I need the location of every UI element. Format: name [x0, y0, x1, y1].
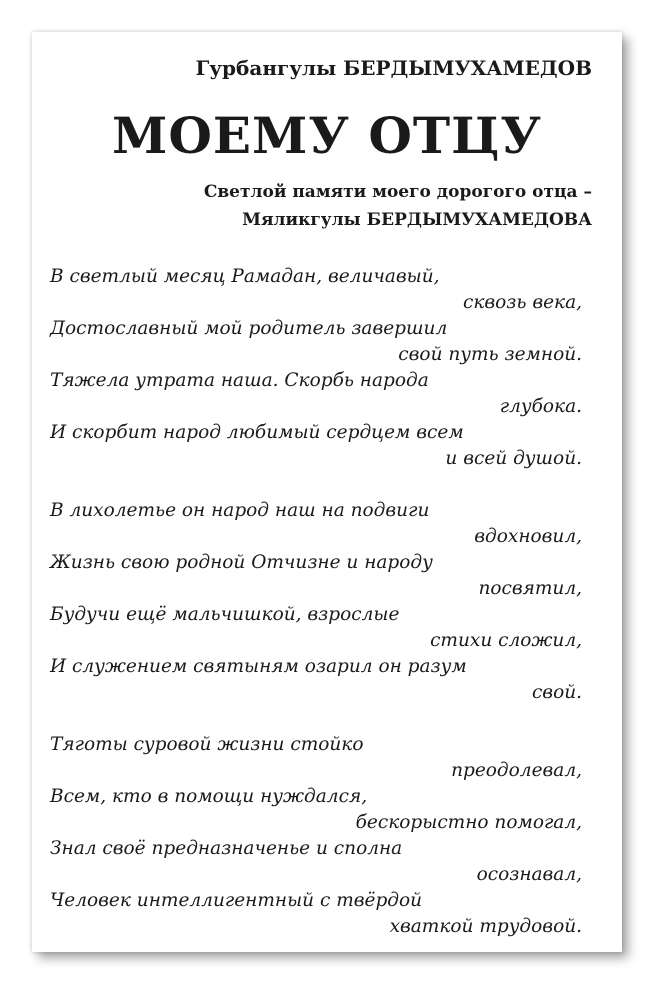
verse-line-start: В светлый месяц Рамадан, величавый, [50, 266, 440, 287]
verse-line-start: И служением святыням озарил он разум [50, 656, 467, 677]
verse-line-end: свой путь земной. [398, 344, 582, 365]
verse-line [50, 602, 582, 654]
verse-line-end: свой. [531, 682, 582, 703]
verse-line-end: и всей душой. [445, 448, 582, 469]
verse-line [50, 732, 582, 784]
dedication-line: Светлой памяти моего дорогого отца – [203, 182, 592, 202]
verse-line-start: Знал своё предназначенье и сполна [50, 838, 403, 859]
verse-line-start: Человек интеллигентный с твёрдой [50, 890, 423, 911]
verse-line [50, 550, 582, 602]
verse-line [50, 654, 582, 706]
verse-line-start: Будучи ещё мальчишкой, взрослые [50, 604, 400, 625]
verse-line-end: преодолевал, [451, 760, 582, 781]
verse-line [50, 888, 582, 940]
dedication-line: Мяликгулы БЕРДЫМУХАМЕДОВА [242, 210, 592, 230]
verse-line-start: Тяжела утрата наша. Скорбь народа [50, 370, 429, 391]
verse-line-end: сквозь века, [462, 292, 582, 313]
verse-line [50, 316, 582, 368]
verse-line-start: Тяготы суровой жизни стойко [50, 734, 364, 755]
verse-line [50, 784, 582, 836]
verse-line-end: посвятил, [478, 578, 582, 599]
stanza-3 [50, 732, 582, 940]
poem-title: МОЕМУ ОТЦУ [112, 106, 542, 165]
verse-line-end: хваткой трудовой. [389, 916, 582, 937]
poem-body [50, 264, 582, 966]
author-name: Гурбангулы БЕРДЫМУХАМЕДОВ [195, 56, 592, 80]
stanza-1 [50, 264, 582, 472]
verse-line-start: В лихолетье он народ наш на подвиги [50, 500, 430, 521]
stanza-2 [50, 498, 582, 706]
verse-line-start: И скорбит народ любимый сердцем всем [50, 422, 464, 443]
verse-line-end: вдохновил, [474, 526, 582, 547]
verse-line [50, 264, 582, 316]
verse-line-end: стихи сложил, [430, 630, 582, 651]
verse-line [50, 498, 582, 550]
verse-line-start: Достославный мой родитель завершил [50, 318, 448, 339]
verse-line-start: Жизнь свою родной Отчизне и народу [50, 552, 433, 573]
verse-line [50, 368, 582, 420]
dedication [204, 178, 592, 234]
verse-line [50, 420, 582, 472]
verse-line-end: бескорыстно помогал, [355, 812, 582, 833]
verse-line-end: глубока. [499, 396, 582, 417]
verse-line-end: осознавал, [476, 864, 582, 885]
verse-line-start: Всем, кто в помощи нуждался, [50, 786, 368, 807]
document-page [32, 32, 622, 952]
verse-line [50, 836, 582, 888]
